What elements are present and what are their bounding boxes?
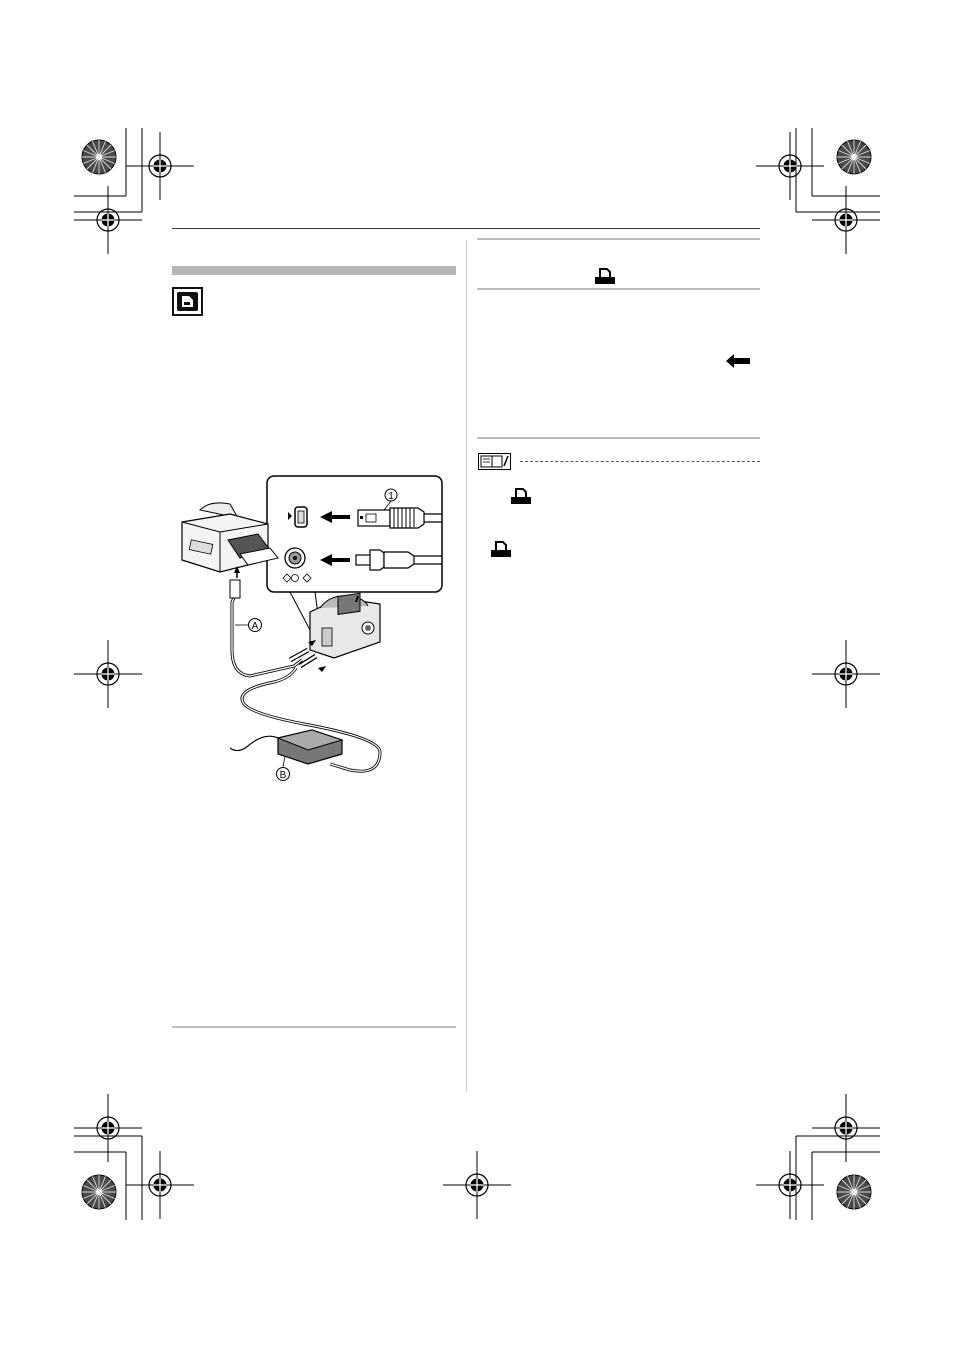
printer-symbol-icon [594, 268, 616, 285]
header-rule [172, 228, 760, 229]
right-rule-top [477, 238, 760, 240]
callout-b: B [279, 770, 287, 781]
note-dashed-line [520, 461, 760, 462]
ac-adaptor-illustration [230, 730, 342, 764]
callout-1: 1 [388, 491, 394, 502]
left-column-bottom-rule [172, 1026, 456, 1028]
printer-symbol-icon [510, 488, 532, 505]
right-rule-third [477, 437, 760, 439]
arrow-left-icon [726, 354, 750, 368]
column-separator [466, 240, 467, 1092]
printer-illustration [182, 503, 278, 578]
callout-a: A [251, 621, 259, 632]
camera-illustration [310, 593, 380, 658]
note-icon [478, 453, 511, 470]
connection-illustration [170, 470, 460, 790]
right-rule-second [477, 288, 760, 290]
printer-symbol-icon [490, 541, 512, 558]
section-heading-bar [172, 266, 456, 275]
print-mode-icon [172, 287, 203, 316]
